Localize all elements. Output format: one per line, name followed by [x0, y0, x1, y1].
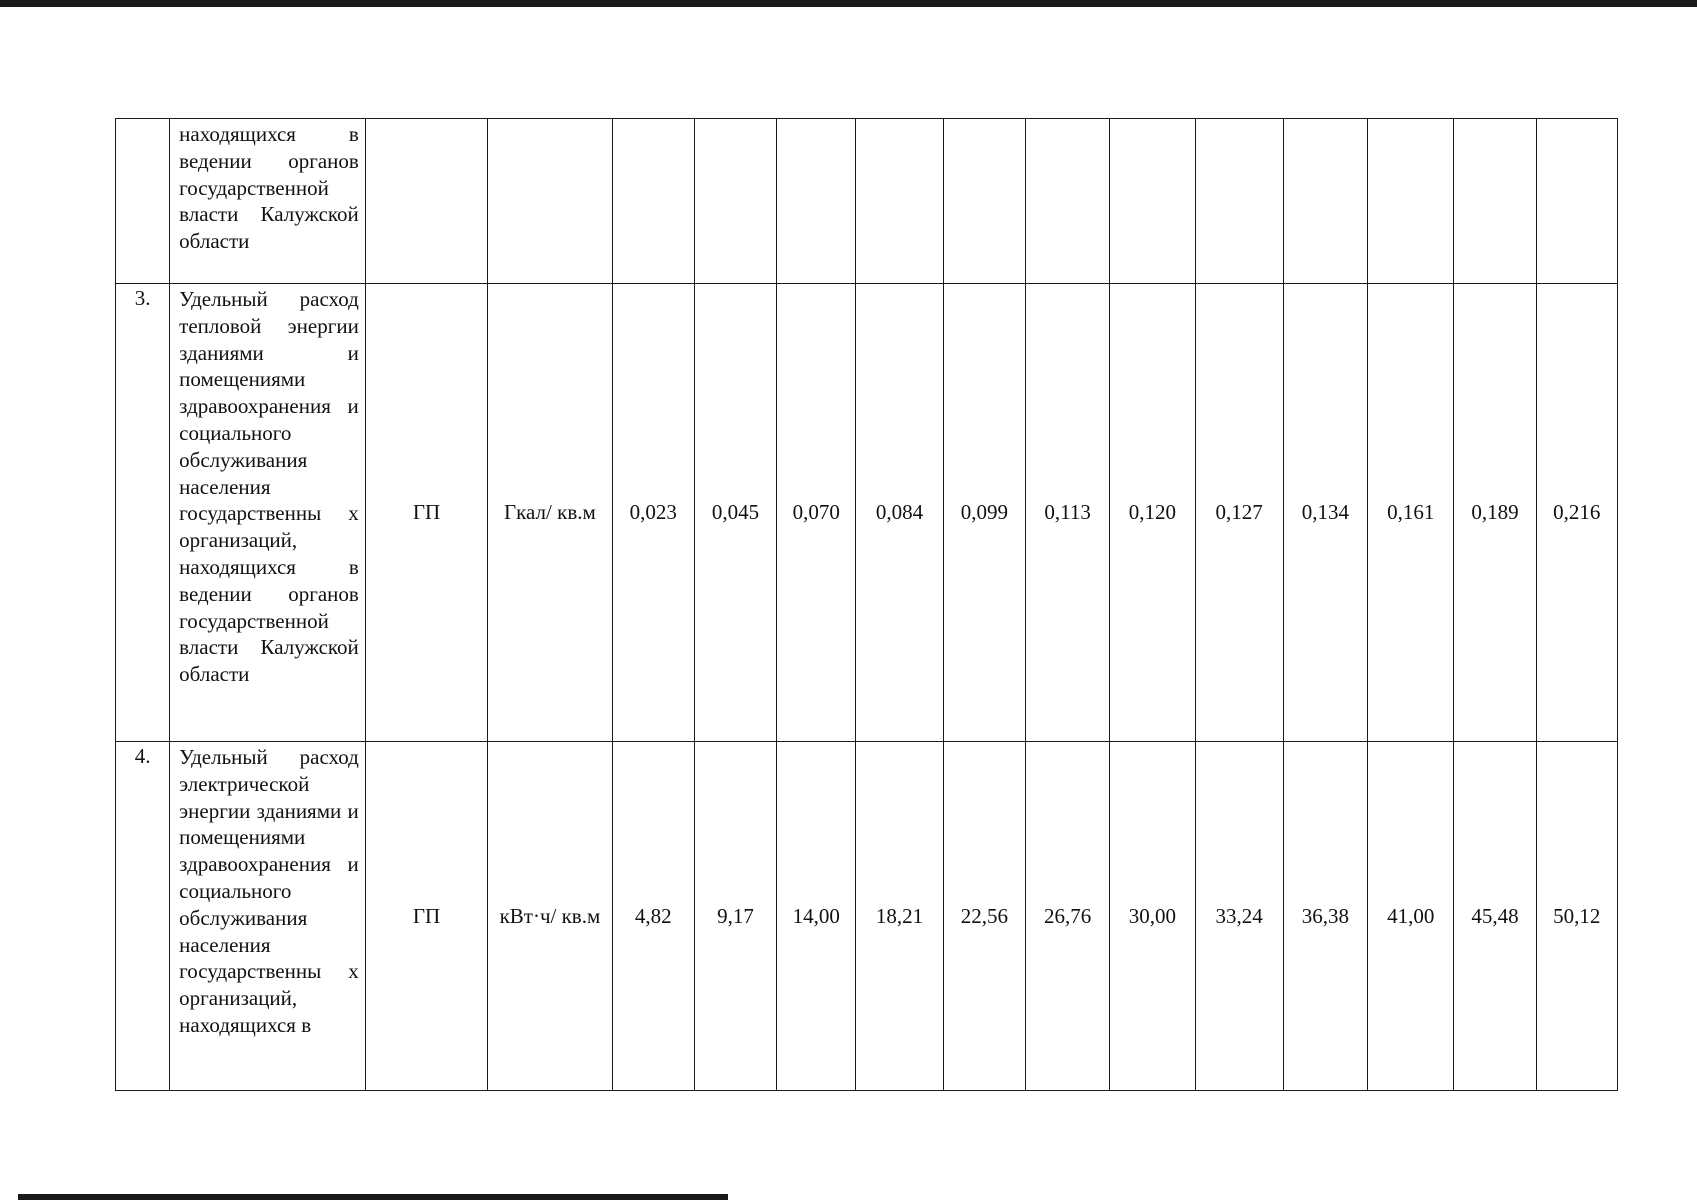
value-cell [612, 119, 694, 284]
value-cell: 18,21 [856, 742, 943, 1091]
value-cell: 0,120 [1110, 284, 1195, 742]
value-cell [943, 119, 1025, 284]
value-cell [1283, 119, 1367, 284]
indicator-name: находящихся в ведении органов государственной власти Калужской области [170, 119, 366, 284]
value-cell: 0,134 [1283, 284, 1367, 742]
indicators-table [115, 118, 1618, 1091]
value-cell: 30,00 [1110, 742, 1195, 1091]
value-cell [1536, 119, 1617, 284]
value-cell: 0,113 [1025, 284, 1109, 742]
unit-cell [488, 284, 612, 742]
value-cell: 0,070 [777, 284, 856, 742]
value-cell [1025, 119, 1109, 284]
value-cell: 0,216 [1536, 284, 1617, 742]
table-row [116, 284, 1618, 742]
table-row [116, 742, 1618, 1091]
unit-text: кВт·ч/ кв.м [499, 903, 601, 928]
value-cell [1454, 119, 1536, 284]
unit-type-cell: ГП [365, 742, 487, 1091]
unit-type-cell [365, 119, 487, 284]
value-cell: 0,099 [943, 284, 1025, 742]
row-number: 3. [116, 284, 170, 742]
scan-bottom-edge [18, 1194, 728, 1200]
value-cell: 0,161 [1368, 284, 1454, 742]
indicator-name: Удельный расход тепловой энергии зданиями и помещениями здравоохранения и социального обслуживания населения государственны х организаций, находящихся в ведении органов государственной власти Калужской области [170, 284, 366, 742]
table-row [116, 119, 1618, 284]
row-number: 4. [116, 742, 170, 1091]
value-cell [1368, 119, 1454, 284]
unit-cell [488, 119, 612, 284]
value-cell [1110, 119, 1195, 284]
value-cell: 0,189 [1454, 284, 1536, 742]
unit-type-cell: ГП [365, 284, 487, 742]
value-cell: 41,00 [1368, 742, 1454, 1091]
indicator-name: Удельный расход электрической энергии зданиями и помещениями здравоохранения и социального обслуживания населения государственны х организаций, находящихся в [170, 742, 366, 1091]
value-cell: 0,023 [612, 284, 694, 742]
value-cell [777, 119, 856, 284]
value-cell: 22,56 [943, 742, 1025, 1091]
scan-top-edge [0, 0, 1697, 7]
value-cell: 36,38 [1283, 742, 1367, 1091]
value-cell: 0,084 [856, 284, 943, 742]
row-number [116, 119, 170, 284]
value-cell: 4,82 [612, 742, 694, 1091]
unit-text: Гкал/ кв.м [504, 500, 596, 525]
value-cell [1195, 119, 1283, 284]
unit-cell [488, 742, 612, 1091]
value-cell: 50,12 [1536, 742, 1617, 1091]
value-cell: 26,76 [1025, 742, 1109, 1091]
value-cell [856, 119, 943, 284]
value-cell: 45,48 [1454, 742, 1536, 1091]
value-cell [694, 119, 776, 284]
value-cell: 14,00 [777, 742, 856, 1091]
value-cell: 0,127 [1195, 284, 1283, 742]
value-cell: 33,24 [1195, 742, 1283, 1091]
value-cell: 0,045 [694, 284, 776, 742]
value-cell: 9,17 [694, 742, 776, 1091]
